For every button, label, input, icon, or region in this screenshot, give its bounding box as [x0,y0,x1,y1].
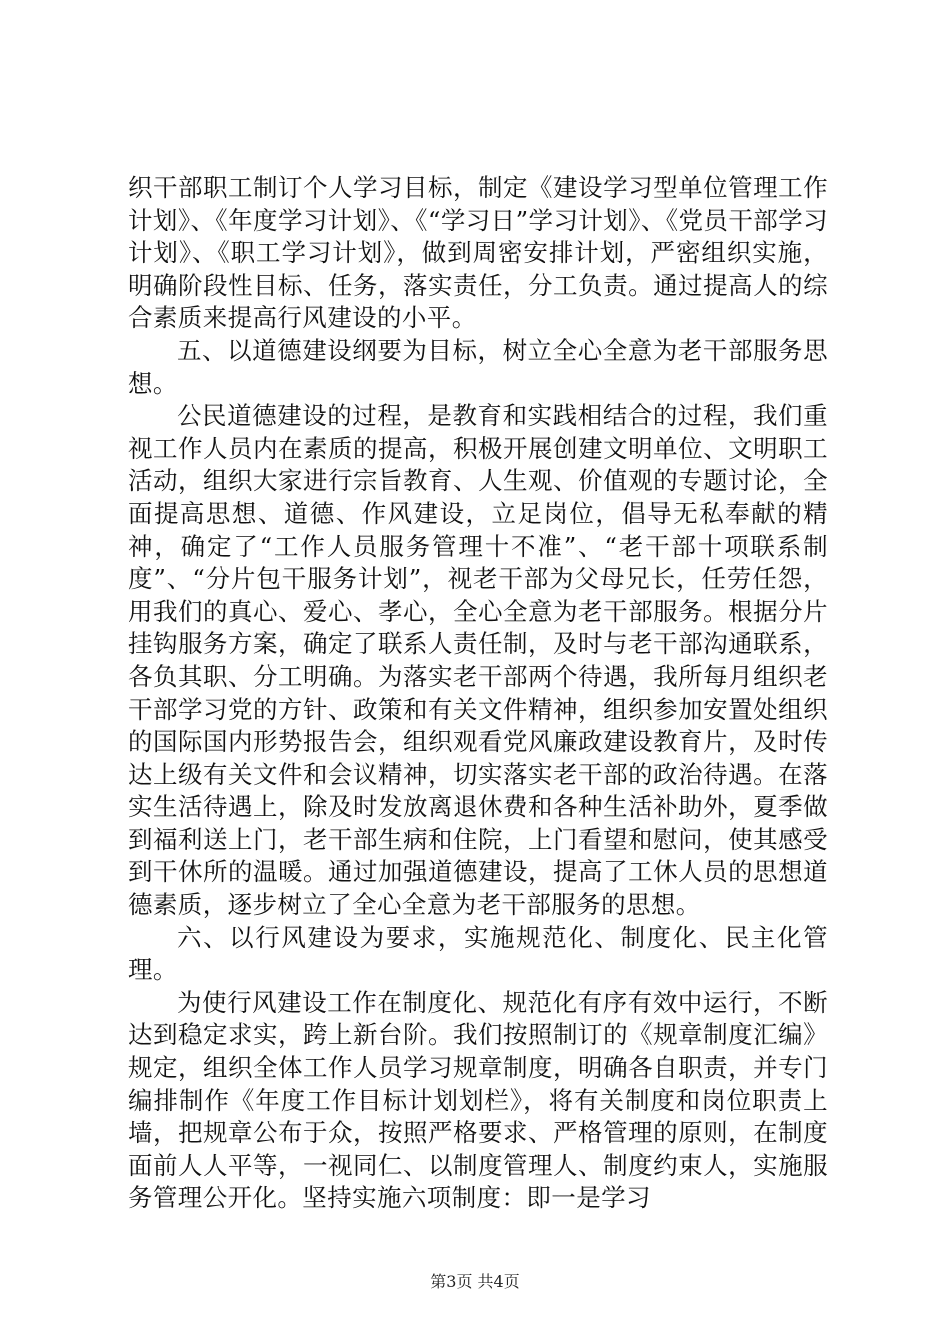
paragraph-5: 为使行风建设工作在制度化、规范化有序有效中运行，不断达到稳定求实，跨上新台阶。我们按照制订的《规章制度汇编》规定，组织全体工作人员学习规章制度，明确各自职责，并专门编排制作《年度工作目标计划划栏》，将有关制度和岗位职责上墙，把规章公布于众，按照严格要求、严格管理的原则，在制度面前人人平等，一视同仁、以制度管理人、制度约束人，实施服务管理公开化。坚持实施六项制度：即一是学习 [128,987,828,1213]
paragraph-1: 织干部职工制订个人学习目标，制定《建设学习型单位管理工作计划》、《年度学习计划》、《“学习日”学习计划》、《党员干部学习计划》、《职工学习计划》，做到周密安排计划，严密组织实施，明确阶段性目标、任务，落实责任，分工负责。通过提高人的综合素质来提高行风建设的小平。 [128,173,828,333]
page-footer: 第3页 共4页 [430,1272,520,1291]
section-heading-6: 六、以行风建设为要求，实施规范化、制度化、民主化管理。 [128,922,828,985]
paragraph-3: 公民道德建设的过程，是教育和实践相结合的过程，我们重视工作人员内在素质的提高，积极开展创建文明单位、文明职工活动，组织大家进行宗旨教育、人生观、价值观的专题讨论，全面提高思想、道德、作风建设，立足岗位，倡导无私奉献的精神，确定了“工作人员服务管理十不准”、“老干部十项联系制度”、“分片包干服务计划”，视老干部为父母兄长，任劳任怨，用我们的真心、爱心、孝心，全心全意为老干部服务。根据分片挂钩服务方案，确定了联系人责任制，及时与老干部沟通联系，各负其职、分工明确。为落实老干部两个待遇，我所每月组织老干部学习党的方针、政策和有关文件精神，组织参加安置处组织的国际国内形势报告会，组织观看党风廉政建设教育片，及时传达上级有关文件和会议精神，切实落实老干部的政治待遇。在落实生活待遇上，除及时发放离退休费和各种生活补助外，夏季做到福利送上门，老干部生病和住院，上门看望和慰问，使其感受到干休所的温暖。通过加强道德建设，提高了工休人员的思想道德素质，逐步树立了全心全意为老干部服务的思想。 [128,401,828,920]
document-body [128,172,828,1215]
section-heading-5: 五、以道德建设纲要为目标，树立全心全意为老干部服务思想。 [128,335,828,398]
